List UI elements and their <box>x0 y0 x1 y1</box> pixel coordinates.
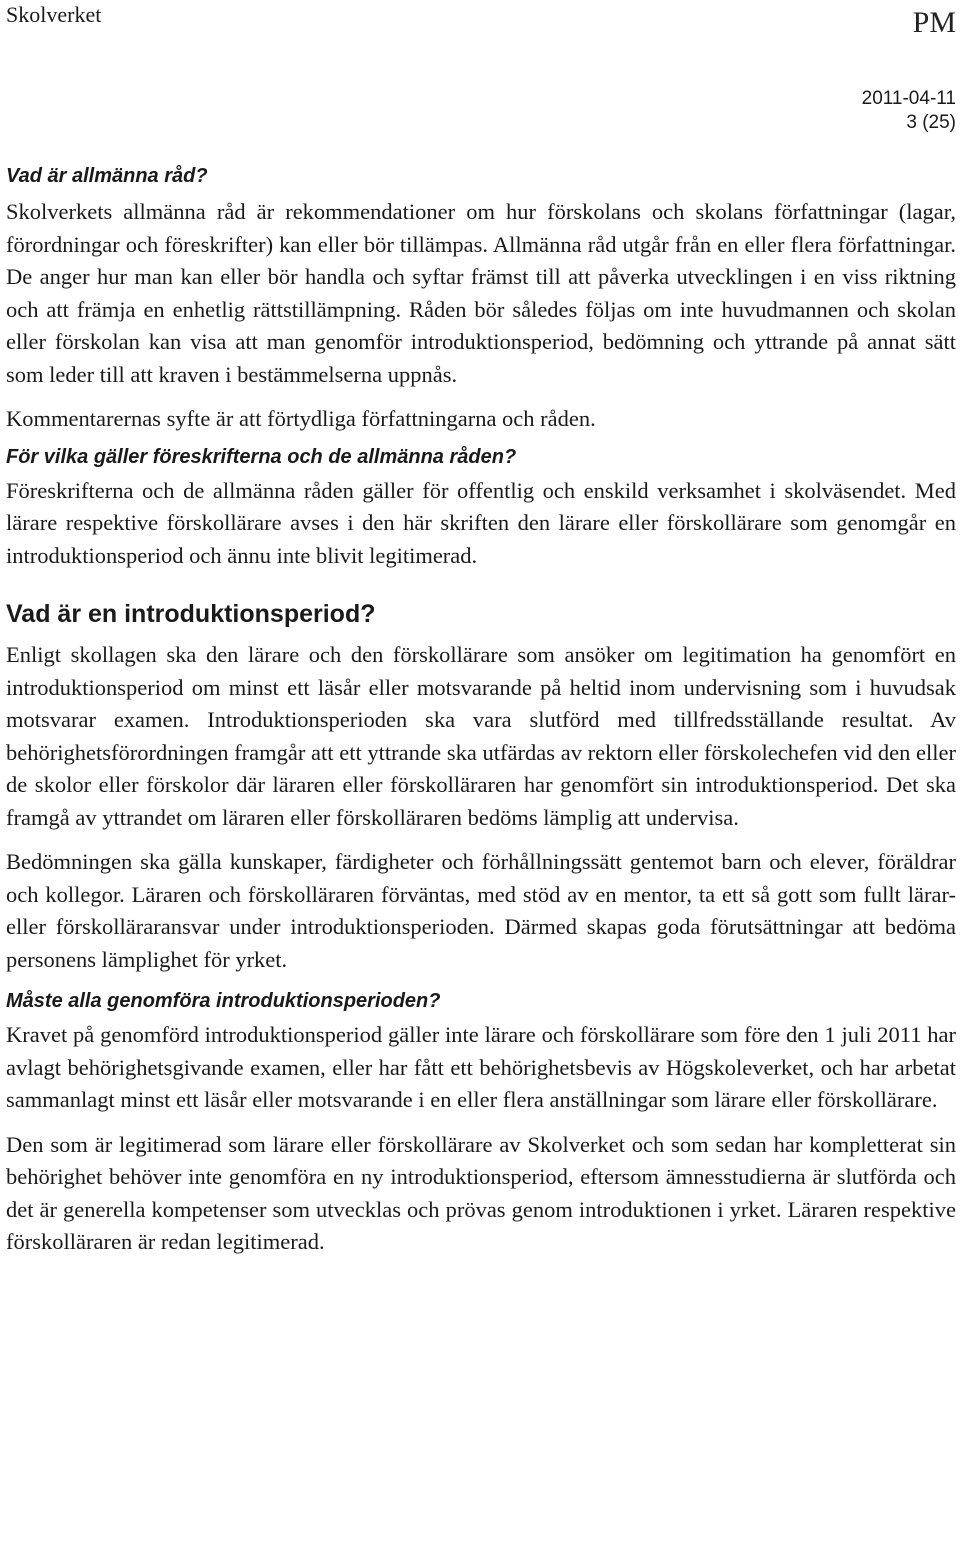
document-date: 2011-04-11 <box>861 88 956 109</box>
paragraph: Föreskrifterna och de allmänna råden gäller för offentlig och enskild verksamhet i skolväsendet. Med lärare respektive förskollärare avses i den här skriften den lärare eller förskollärare som genomgår en introduktionsperiod och ännu inte blivit legitimerad. <box>6 477 956 568</box>
paragraph: Kravet på genomförd introduktionsperiod gäller inte lärare och förskollärare som före den 1 juli 2011 har avlagt behörighetsgivande examen, eller har fått ett behörighetsbevis av Högskoleverket, och har arbetat sammanlagt minst ett läsår eller motsvarande i en eller flera anställningar som lärare eller förskollärare. <box>6 1022 956 1112</box>
paragraph: Bedömningen ska gälla kunskaper, färdigheter och förhållningssätt gentemot barn och elever, föräldrar och kollegor. Läraren och förskolläraren förväntas, med stöd av en mentor, ta ett så gott som fullt lärar- eller förskolläraransvar under introduktionsperioden. Därmed skapas goda förutsättningar att bedöma personens lämplighet för yrket. <box>6 849 956 972</box>
paragraph: Enligt skollagen ska den lärare och den förskollärare som ansöker om legitimation ha genomfört en introduktionsperiod om minst ett läsår eller motsvarande på heltid inom undervisning som i huvudsak motsvarar examen. Introduktionsperioden ska vara slutförd med tillfredsställande resultat. Av behörighetsförordningen framgår att ett yttrande ska utfärdas av rektorn eller förskolechefen vid den eller de skolor eller förskolor där läraren eller förskolläraren har genomfört sin introduktionsperiod. Det ska framgå av yttrandet om läraren eller förskolläraren bedöms lämplig att undervisa. <box>6 642 956 830</box>
section-heading-allmanna-rad: Vad är allmänna råd? <box>6 165 208 187</box>
paragraph: Skolverkets allmänna råd är rekommendationer om hur förskolans och skolans författningar (lagar, förordningar och föreskrifter) kan eller bör tillämpas. Allmänna råd utgår från en eller flera författningar. De anger hur man kan eller bör handla och syftar främst till att påverka utvecklingen i en viss riktning och att främja en enhetlig rättstillämpning. Råden bör således följas om inte huvudmannen och skolan eller förskolan kan visa att man genomför introduktionsperiod, bedömning och yttrande på annat sätt som leder till att kraven i bestämmelserna uppnås. <box>6 199 956 387</box>
section-heading-introduktionsperiod: Vad är en introduktionsperiod? <box>6 600 376 628</box>
document-body <box>6 163 956 1259</box>
organization-name: Skolverket <box>6 2 102 27</box>
section-heading-maste-alla: Måste alla genomföra introduktionsperioden? <box>6 990 441 1012</box>
paragraph: Kommentarernas syfte är att förtydliga författningarna och råden. <box>6 406 596 431</box>
page-number: 3 (25) <box>906 112 956 133</box>
section-heading-scope: För vilka gäller föreskrifterna och de allmänna råden? <box>6 445 517 468</box>
paragraph: Den som är legitimerad som lärare eller förskollärare av Skolverket och som sedan har kompletterat sin behörighet behöver inte genomföra en ny introduktionsperiod, eftersom ämnesstudierna är slutförda och det är generella kompetenser som utvecklas och prövas genom introduktionen i yrket. Läraren respektive förskolläraren är redan legitimerad. <box>6 1131 956 1254</box>
document-type: PM <box>912 6 956 39</box>
